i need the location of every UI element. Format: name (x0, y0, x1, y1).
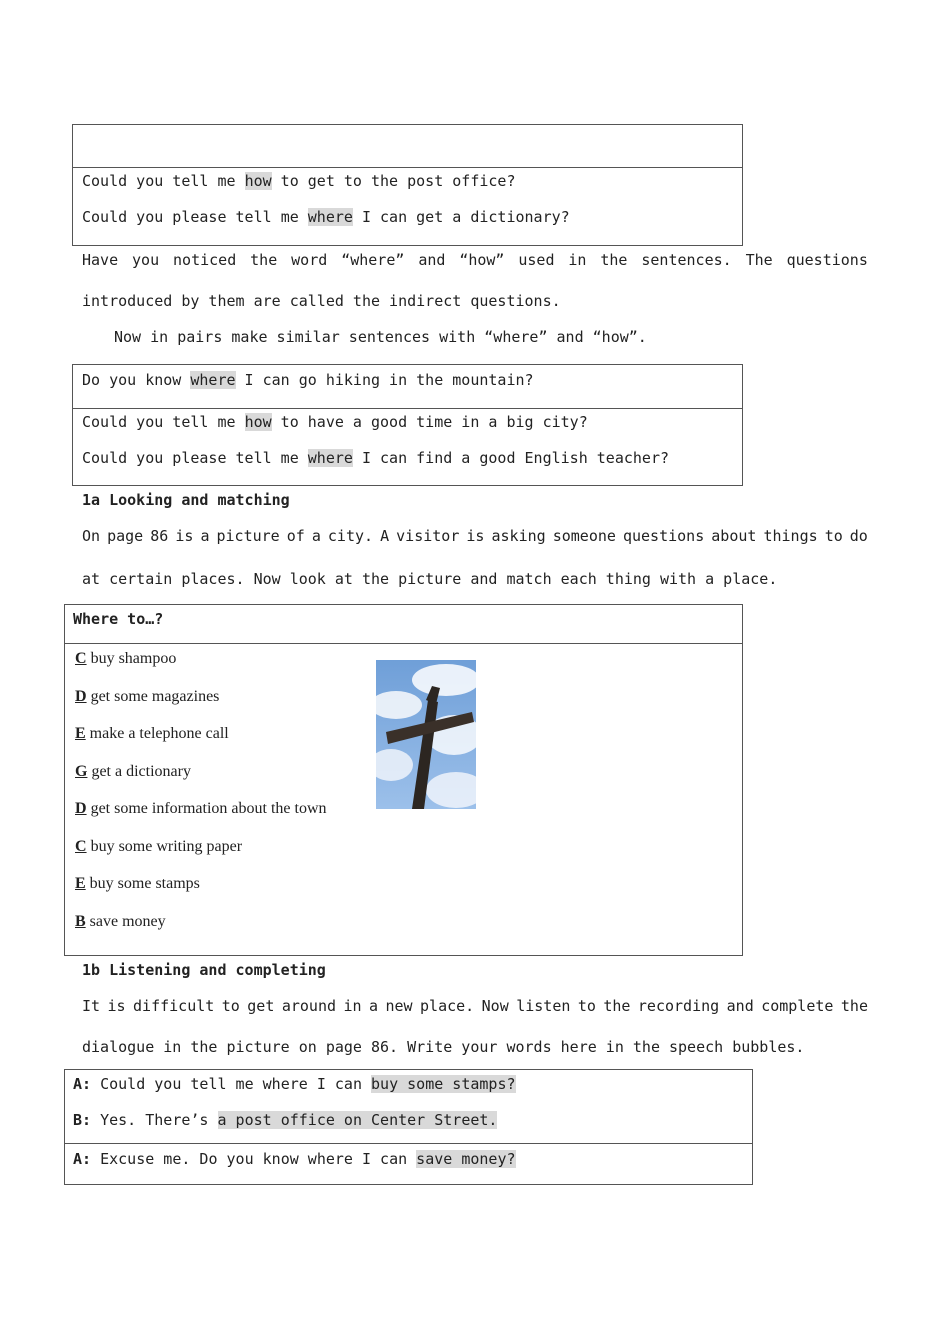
answer-letter: B (75, 912, 86, 930)
indirect-questions-paragraph-line (82, 251, 868, 269)
cross-photo (376, 660, 476, 809)
table-divider (65, 643, 742, 644)
word: page (107, 527, 144, 545)
word: a (368, 997, 379, 1015)
word: is (107, 997, 126, 1015)
word: It (82, 997, 101, 1015)
word: “where” (341, 251, 405, 269)
list-item (75, 650, 176, 668)
word: the (600, 251, 628, 269)
word: in (343, 997, 362, 1015)
pair-sentences-table (72, 364, 743, 486)
word: new (385, 997, 413, 1015)
word: of (286, 527, 305, 545)
word: to (824, 527, 843, 545)
activity-text: save money (85, 912, 166, 930)
table-divider (73, 408, 742, 409)
word: a (200, 527, 210, 545)
word: is (466, 527, 485, 545)
word: Have (82, 251, 119, 269)
dialogue-line: B: Yes. There’s a post office on Center Street. (73, 1111, 498, 1129)
table-row: Could you tell me how to have a good time in a big city? (82, 413, 588, 431)
section-1b-instruction-line (82, 997, 868, 1015)
word: the (250, 251, 278, 269)
word: in (568, 251, 587, 269)
activity-text: get some information about the town (86, 800, 327, 817)
list-item (75, 800, 327, 818)
table-divider (65, 1143, 752, 1144)
word: place. (420, 997, 475, 1015)
list-item (75, 838, 242, 856)
word: complete (761, 997, 834, 1015)
section-title-1b: 1b Listening and completing (82, 961, 326, 979)
word: around (281, 997, 337, 1015)
word: noticed (173, 251, 237, 269)
word: a (311, 527, 321, 545)
list-item (75, 875, 200, 893)
matching-table-header: Where to…? (73, 610, 164, 628)
answer-letter: D (75, 687, 87, 705)
list-item (75, 725, 229, 743)
word: city. (327, 527, 374, 545)
word: The (745, 251, 773, 269)
activity-text: get some magazines (86, 687, 220, 705)
section-1b-instruction-line: dialogue in the picture on page 86. Write your words here in the speech bubbles. (82, 1038, 805, 1056)
word: 86 (150, 527, 169, 545)
word: do (849, 527, 868, 545)
word: and (726, 997, 754, 1015)
pair-work-instruction: Now in pairs make similar sentences with “where” and “how”. (114, 328, 647, 346)
word: visitor (396, 527, 460, 545)
answer-letter: C (75, 650, 87, 667)
table-row: Do you know where I can go hiking in the mountain? (82, 371, 534, 389)
section-1a-instruction-line (82, 527, 868, 545)
example-sentences-table (72, 124, 743, 246)
table-row: Could you tell me how to get to the post office? (82, 172, 516, 190)
word: is (175, 527, 194, 545)
word: the (840, 997, 868, 1015)
word: “how” (459, 251, 505, 269)
word: word (291, 251, 328, 269)
answer-letter: D (75, 800, 87, 817)
word: get (247, 997, 275, 1015)
word: things (763, 527, 818, 545)
section-1a-instruction-line: at certain places. Now look at the picture and match each thing with a place. (82, 570, 778, 588)
list-item (75, 913, 166, 931)
table-row: Could you please tell me where I can get a dictionary? (82, 208, 570, 226)
word: the (603, 997, 631, 1015)
word: and (418, 251, 446, 269)
word: you (132, 251, 160, 269)
activity-text: get a dictionary (87, 762, 191, 780)
word: asking (491, 527, 546, 545)
table-row: Could you please tell me where I can find a good English teacher? (82, 449, 670, 467)
word: Now (481, 997, 509, 1015)
dialogue-line: A: Excuse me. Do you know where I can save money? (73, 1150, 516, 1168)
word: On (82, 527, 101, 545)
dialogue-line: A: Could you tell me where I can buy some stamps? (73, 1075, 516, 1093)
word: picture (216, 527, 280, 545)
list-item (75, 763, 191, 781)
answer-letter: G (75, 762, 88, 780)
word: to (221, 997, 240, 1015)
activity-text: make a telephone call (85, 725, 229, 742)
word: questions (786, 251, 868, 269)
activity-text: buy shampoo (86, 650, 177, 667)
table-divider (73, 167, 742, 168)
answer-letter: C (75, 837, 87, 855)
word: used (518, 251, 555, 269)
activity-text: buy some stamps (85, 875, 200, 892)
word: A (380, 527, 390, 545)
indirect-questions-paragraph-line: introduced by them are called the indirect questions. (82, 292, 561, 310)
list-item (75, 688, 219, 706)
activity-text: buy some writing paper (86, 837, 243, 855)
dialogue-table (64, 1069, 753, 1185)
word: sentences. (641, 251, 732, 269)
answer-letter: E (75, 875, 86, 892)
word: to (577, 997, 596, 1015)
word: about (711, 527, 757, 545)
word: difficult (133, 997, 215, 1015)
answer-letter: E (75, 725, 86, 742)
word: someone (552, 527, 616, 545)
section-title-1a: 1a Looking and matching (82, 491, 290, 509)
word: listen (516, 997, 571, 1015)
word: questions (622, 527, 705, 545)
word: recording (637, 997, 720, 1015)
